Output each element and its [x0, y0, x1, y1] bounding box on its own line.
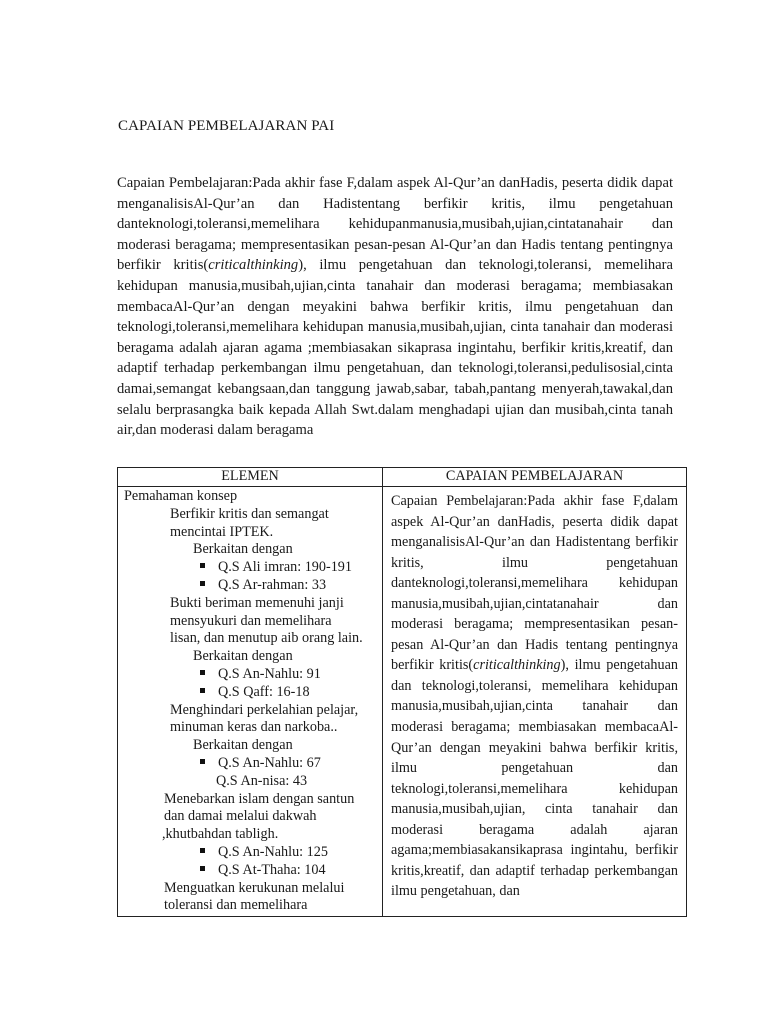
elemen-line: Menghindari perkelahian pelajar,: [170, 701, 359, 718]
elemen-line: Berkaitan dengan: [193, 541, 293, 558]
table-header-row: [118, 468, 687, 487]
elemen-line: Berkaitan dengan: [193, 648, 293, 665]
elemen-line: Menguatkan kerukunan melalui: [164, 879, 345, 896]
elemen-line: toleransi dan memelihara: [164, 897, 308, 914]
capaian-table: [117, 467, 687, 917]
list-item: [124, 684, 382, 702]
elemen-heading: Pemahaman konsep: [124, 488, 238, 504]
elemen-line: Menebarkan islam dengan santun: [164, 790, 355, 807]
square-bullet-icon: [200, 688, 205, 693]
elemen-line: ,khutbahdan tabligh.: [162, 826, 279, 843]
list-item-text: Q.S At-Thaha: 104: [218, 861, 326, 878]
header-elemen: ELEMEN: [118, 468, 383, 487]
square-bullet-icon: [200, 670, 205, 675]
capaian-italic-term: criticalthinking: [473, 657, 561, 674]
square-bullet-icon: [200, 563, 205, 568]
page-title: CAPAIAN PEMBELAJARAN PAI: [118, 118, 335, 134]
list-item: [124, 577, 382, 595]
elemen-line: minuman keras dan narkoba..: [170, 719, 338, 736]
square-bullet-icon: [200, 759, 205, 764]
elemen-line: mensyukuri dan memelihara: [170, 612, 332, 629]
list-item-text: Q.S Qaff: 16-18: [218, 683, 310, 700]
square-bullet-icon: [200, 866, 205, 871]
list-item: [124, 559, 382, 577]
elemen-line: lisan, dan menutup aib orang lain.: [170, 630, 363, 647]
square-bullet-icon: [200, 848, 205, 853]
elemen-line: mencintai IPTEK.: [170, 523, 274, 540]
list-item-text: Q.S An-Nahlu: 91: [218, 665, 321, 682]
intro-paragraph: [117, 173, 673, 441]
list-item: Q.S An-nisa: 43: [216, 772, 308, 789]
list-item: [124, 844, 382, 862]
list-item: [124, 862, 382, 880]
list-item: [124, 755, 382, 773]
capaian-text-1: Capaian Pembelajaran:Pada akhir fase F,dalam aspek Al-Qur’an danHadis, peserta didik dapat menganalisisAl-Qur’an dan Hadistentang berfikir kritis, ilmu pengetahuan danteknologi,toleransi,memelihara kehidupan manusia,musibah,ujian,cintatanahair dan moderasi beragama; mempresentasikan pesan-pesan Al-Qur’an dan Hadis tentang pentingnya berfikir kritis(: [391, 493, 678, 674]
capaian-cell: [383, 487, 687, 917]
list-item-text: Q.S An-Nahlu: 125: [218, 843, 328, 860]
intro-text-1: Capaian Pembelajaran:Pada akhir fase F,dalam aspek Al-Qur’an danHadis, peserta didik dapat menganalisisAl-Qur’an dan Hadistentang berfikir kritis, ilmu pengetahuan danteknologi,toleransi,memelihara kehidupanmanusia,musibah,ujian,cintatanahair dan moderasi beragama; mempresentasikan pesan-pesan Al-Qur’an dan Hadis tentang pentingnya berfikir kritis(: [117, 175, 673, 274]
elemen-line: Bukti beriman memenuhi janji: [170, 594, 344, 611]
elemen-line: Berkaitan dengan: [193, 737, 293, 754]
header-capaian: CAPAIAN PEMBELAJARAN: [383, 468, 687, 487]
intro-text-2: ), ilmu pengetahuan dan teknologi,toleransi, memelihara kehidupan manusia,musibah,ujian,cinta tanahair dan moderasi beragama; membiasakan membacaAl-Qur’an dengan meyakini bahwa berfikir kritis, ilmu pengetahuan dan teknologi,toleransi,memelihara kehidupan manusia,musibah,ujian, cinta tanahair dan moderasi beragama adalah ajaran agama ;membiasakan sikaprasa ingintahu, berfikir kritis,kreatif, dan adaptif terhadap perkembangan ilmu pengetahuan, dan teknologi,toleransi,pedulisosial,cinta damai,semangat kebangsaan,dan tanggung jawab,sabar, tabah,pantang menyerah,tawakal,dan selalu berprasangka baik kepada Allah Swt.dalam menghadapi ujian dan musibah,cinta tanah air,dan moderasi dalam beragama: [117, 257, 673, 439]
table-row: [118, 487, 687, 917]
list-item-text: Q.S Ali imran: 190-191: [218, 559, 352, 576]
elemen-line: dan damai melalui dakwah: [164, 808, 317, 825]
capaian-text-2: ), ilmu pengetahuan dan teknologi,toleransi, memelihara kehidupan manusia,musibah,ujian,cinta tanahair dan moderasi beragama; membiasakan membacaAl-Qur’an dengan meyakini bahwa berfikir kritis, ilmu pengetahuan dan teknologi,toleransi,memelihara kehidupan manusia,musibah,ujian, cinta tanahair dan moderasi beragama adalah ajaran agama;membiasakansikaprasa ingintahu, berfikir kritis,kreatif, dan adaptif terhadap perkembangan ilmu pengetahuan, dan: [391, 657, 678, 900]
list-item: [124, 666, 382, 684]
intro-italic-term: criticalthinking: [208, 257, 299, 274]
list-item-text: Q.S An-Nahlu: 67: [218, 754, 321, 771]
elemen-cell: [118, 487, 383, 917]
elemen-line: Berfikir kritis dan semangat: [170, 505, 329, 522]
list-item-text: Q.S Ar-rahman: 33: [218, 576, 327, 593]
square-bullet-icon: [200, 581, 205, 586]
